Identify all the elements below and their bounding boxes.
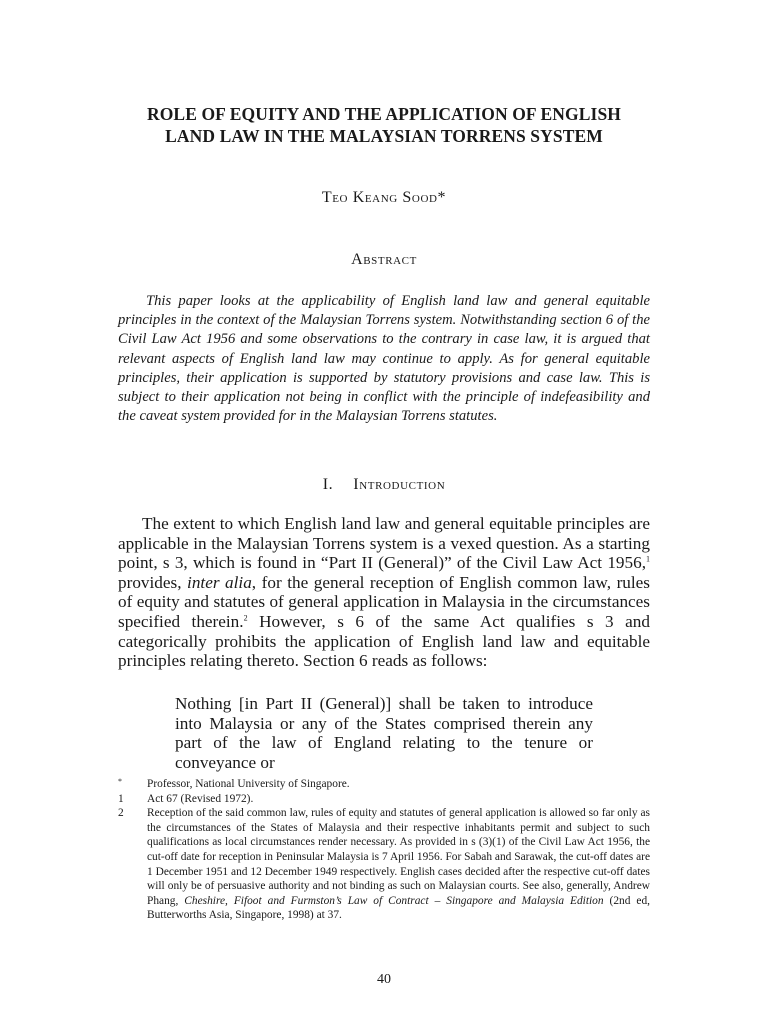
body-segment-1: The extent to which English land law and general equitable principles are applicable in the Malaysian Torrens system is a vexed question. As a starting point, s 3, which is found in “Part II (General)” of the Civil Law Act 1956, (118, 514, 650, 573)
footnotes (118, 777, 650, 923)
section-number: I. (322, 476, 334, 493)
paper-title (100, 103, 668, 147)
page-number: 40 (377, 972, 391, 987)
body-italic-phrase: inter alia (187, 572, 252, 592)
footnote-2 (118, 806, 650, 923)
paper-title-line-1: ROLE OF EQUITY AND THE APPLICATION OF ENGLISH (146, 104, 621, 124)
body-paragraph (118, 514, 650, 671)
body-segment-4: However, s 6 of the same Act qualifies s 3 and categorically prohibits the application of English land law and equitable principles relating thereto. Section 6 reads as follows: (118, 611, 650, 671)
footnote-star-text: Professor, National University of Singapore. (147, 778, 350, 790)
author-name: Teo Keang Sood* (321, 189, 447, 206)
section-title: Introduction (353, 476, 446, 493)
abstract-text: This paper looks at the applicability of English land law and general equitable principles in the context of the Malaysian Torrens system. Notwithstanding section 6 of the Civil Law Act 1956 and some observations to the contrary in case law, it is argued that relevant aspects of English land law may continue to apply. As for general equitable principles, their application is supported by statutory provisions and case law. This is subject to their application not being in conflict with the principle of indefeasibility and the caveat system provided for in the Malaysian Torrens statutes. (118, 293, 650, 425)
footnote-ref-1[interactable]: 1 (646, 554, 650, 564)
footnote-1-text: Act 67 (Revised 1972). (147, 792, 254, 805)
footnote-2-mark: 2 (118, 807, 124, 820)
footnote-1-mark: 1 (118, 792, 124, 805)
footnote-star (118, 777, 650, 792)
footnote-1 (118, 792, 650, 807)
footnote-2-tail: (2nd ed, Butterworths Asia, Singapore, 1998) at 37. (147, 894, 650, 922)
footnote-2-book-title: Cheshire, Fifoot and Furmston’s Law of Contract – Singapore and Malaysia Edition (184, 894, 604, 907)
footnote-2-text: Reception of the said common law, rules of equity and statutes of general application is allowed so far only as the circumstances of the States of Malaysia and their respective inhabitants permit and subject to such qualifications as local circumstances render necessary. As provided in s (3)(1) of the Civil Law Act 1956, the cut-off date for reception in Peninsular Malaysia is 7 April 1956. For Sabah and Sarawak, the cut-off dates are 1 December 1951 and 12 December 1949 respectively. English cases decided after the respective cut-off dates will only be of persuasive authority and not binding as such on Malaysian courts. See also, generally, Andrew Phang, (147, 807, 650, 907)
footnote-star-mark: * (118, 777, 122, 786)
body-segment-3: , for the general reception of English common law, rules of equity and statutes of general application in Malaysia in the circumstances specified therein. (118, 572, 650, 631)
block-quote: Nothing [in Part II (General)] shall be taken to introduce into Malaysia or any of the States comprised therein any part of the law of England relating to the tenure or conveyance or (175, 694, 593, 772)
body-segment-2: provides, (118, 572, 188, 592)
section-heading (0, 476, 768, 494)
abstract-heading: Abstract (351, 251, 417, 268)
paper-title-line-2: LAND LAW IN THE MALAYSIAN TORRENS SYSTEM (165, 126, 603, 146)
footnote-ref-2[interactable]: 2 (243, 613, 248, 623)
